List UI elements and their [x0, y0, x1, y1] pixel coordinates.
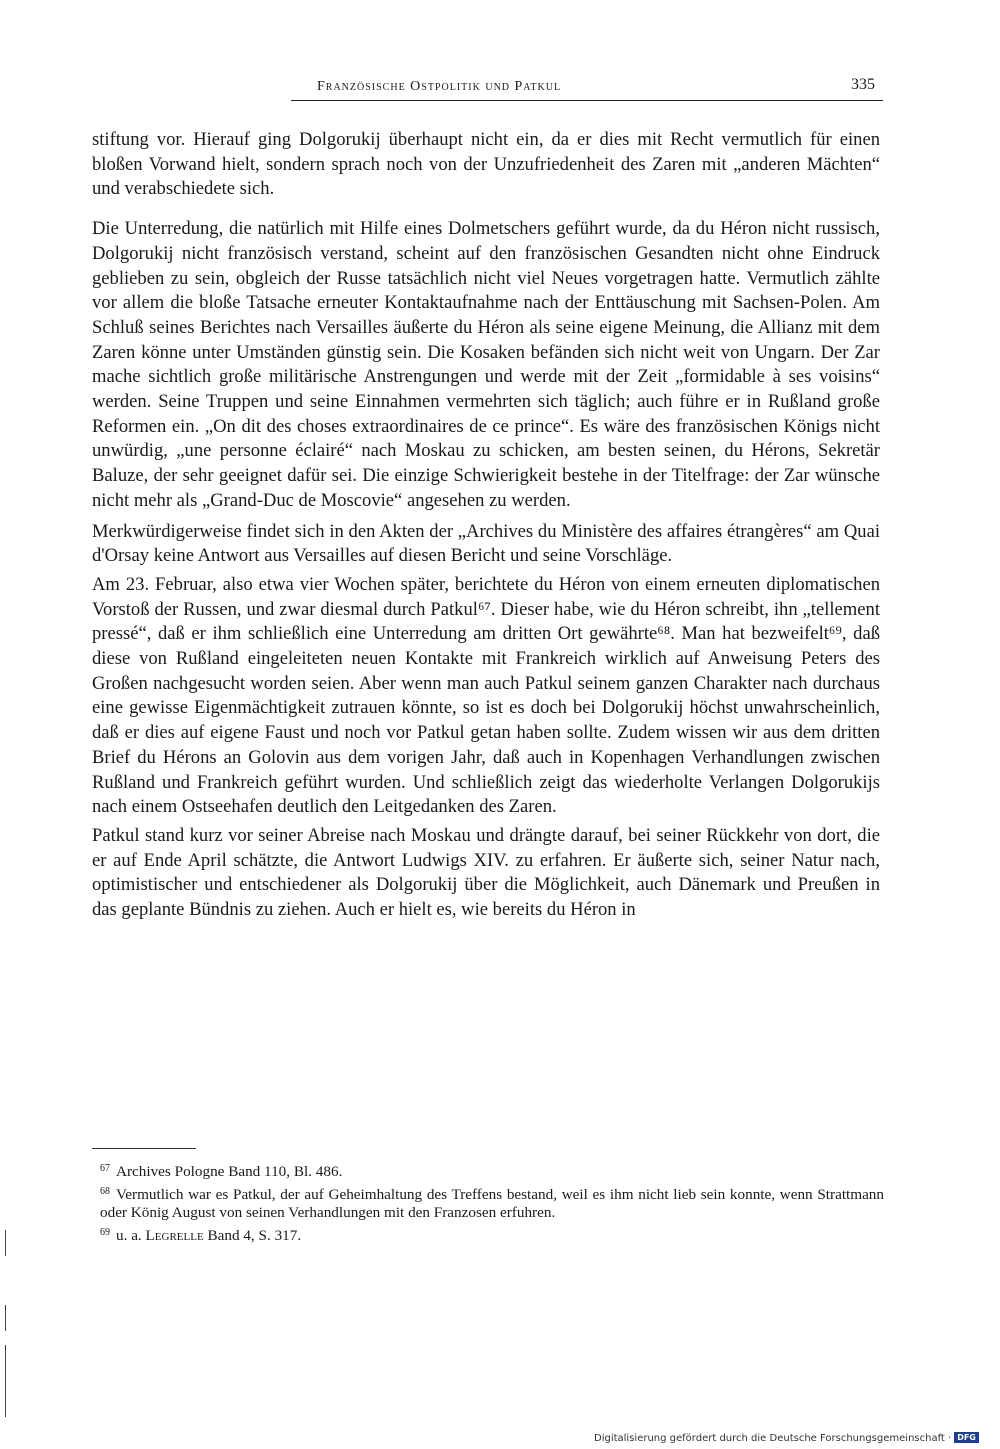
- footnote: [100, 1160, 884, 1180]
- footnote-number: 67: [100, 1163, 110, 1174]
- footnote-author: Legrelle: [145, 1227, 204, 1245]
- scan-edge-mark: [5, 1345, 6, 1417]
- digitization-note-text: Digitalisierung gefördert durch die Deutsche Forschungsgemeinschaft ·: [594, 1433, 952, 1444]
- paragraph: Am 23. Februar, also etwa vier Wochen später, berichtete du Héron von einem erneuten diplomatischen Vorstoß der Russen, und zwar diesmal durch Patkul⁶⁷. Dieser habe, wie du Héron schreibt, ihn „tellement pressé“, daß er ihm schließlich eine Unterredung am dritten Ort gewährte⁶⁸. Man hat bezweifelt⁶⁹, daß diese von Rußland eingeleiteten neuen Kontakte mit Frankreich wirklich auf Anweisung Peters des Großen nachgesucht worden seien. Aber wenn man auch Patkul seinem ganzen Charakter nach durchaus eine gewisse Eigenmächtigkeit zutrauen könnte, so ist es doch bei Dolgorukij höchst unwahrscheinlich, daß er dies auf eigene Faust und noch vor Patkul getan haben sollte. Zudem wissen wir aus dem dritten Brief du Hérons an Golovin aus dem vorigen Jahr, daß auch in Kopenhagen Verhandlungen zwischen Rußland und Frankreich geführt wurden. Und schließlich zeigt das wiederholte Verlangen Dolgorukijs nach einem Ostseehafen deutlich den Leitgedanken des Zaren.: [92, 573, 880, 818]
- paragraph: Patkul stand kurz vor seiner Abreise nach Moskau und drängte darauf, bei seiner Rückkehr von dort, die er auf Ende April schätzte, die Antwort Ludwigs XIV. zu erfahren. Er äußerte sich, seiner Natur nach, optimistischer und entschiedener als Dolgorukij über die Möglichkeit, auch Dänemark und Preußen in das geplante Bündnis zu ziehen. Auch er hielt es, wie bereits du Héron in: [92, 824, 880, 921]
- digitization-note: [594, 1432, 979, 1444]
- footnote: [100, 1183, 884, 1221]
- footnote: [100, 1224, 884, 1244]
- running-header: [291, 76, 883, 101]
- dfg-logo: DFG: [954, 1432, 979, 1443]
- scan-edge-mark: [5, 1230, 6, 1256]
- paragraph: Merkwürdigerweise findet sich in den Akten der „Archives du Ministère des affaires étrangères“ am Quai d'Orsay keine Antwort aus Versailles auf diesen Bericht und seine Vorschläge.: [92, 520, 880, 567]
- footnote-divider: [92, 1148, 196, 1149]
- main-text: [92, 128, 880, 929]
- footnote-prefix: u. a.: [116, 1227, 146, 1245]
- scan-edge-mark: [5, 1305, 6, 1331]
- running-title: Französische Ostpolitik und Patkul: [317, 79, 562, 94]
- footnote-text: Archives Pologne Band 110, Bl. 486.: [116, 1163, 343, 1180]
- page-number: 335: [851, 76, 875, 93]
- footnotes: [100, 1160, 884, 1248]
- paragraph: Die Unterredung, die natürlich mit Hilfe eines Dolmetschers geführt wurde, da du Héron nicht russisch, Dolgorukij nicht französisch verstand, scheint auf den französischen Gesandten nicht ohne Eindruck geblieben zu sein, obgleich der Russe tatsächlich nicht viel Neues vorgetragen hatte. Vermutlich zählte vor allem die bloße Tatsache erneuter Kontaktaufnahme nach der Enttäuschung mit Sachsen-Polen. Am Schluß seines Berichtes nach Versailles äußerte du Héron als seine eigene Meinung, die Allianz mit dem Zaren könne unter Umständen günstig sein. Die Kosaken befänden sich nicht weit von Ungarn. Der Zar mache sichtlich große militärische Anstrengungen und werde mit der Zeit „formidable à ses voisins“ werden. Seine Truppen und seine Einnahmen vermehrten sich täglich; auch führe er in Rußland große Reformen ein. „On dit des choses extraordinaires de ce prince“. Es wäre des französischen Königs nicht unwürdig, „une personne éclairé“ nach Moskau zu schicken, am besten seinen, du Hérons, Sekretär Baluze, der sehr geeignet dafür sei. Die einzige Schwierigkeit bestehe in der Titelfrage: der Zar wünsche nicht mehr als „Grand-Duc de Moscovie“ angesehen zu werden.: [92, 218, 880, 511]
- paragraph: stiftung vor. Hierauf ging Dolgorukij überhaupt nicht ein, da er dies mit Recht vermutlich für einen bloßen Vorwand hielt, sondern sprach noch von der Unzufriedenheit des Zaren mit „anderen Mächten“ und verabschiedete sich.: [92, 129, 880, 200]
- footnote-number: 69: [100, 1227, 110, 1239]
- footnote-number: 68: [100, 1186, 110, 1198]
- footnote-text: Vermutlich war es Patkul, der auf Geheimhaltung des Treffens bestand, weil es ihm nicht lieb sein konnte, wenn Strattmann oder König August von seinen Verhandlungen mit den Franzosen erfuhren.: [100, 1186, 884, 1221]
- footnote-text: Band 4, S. 317.: [203, 1227, 302, 1245]
